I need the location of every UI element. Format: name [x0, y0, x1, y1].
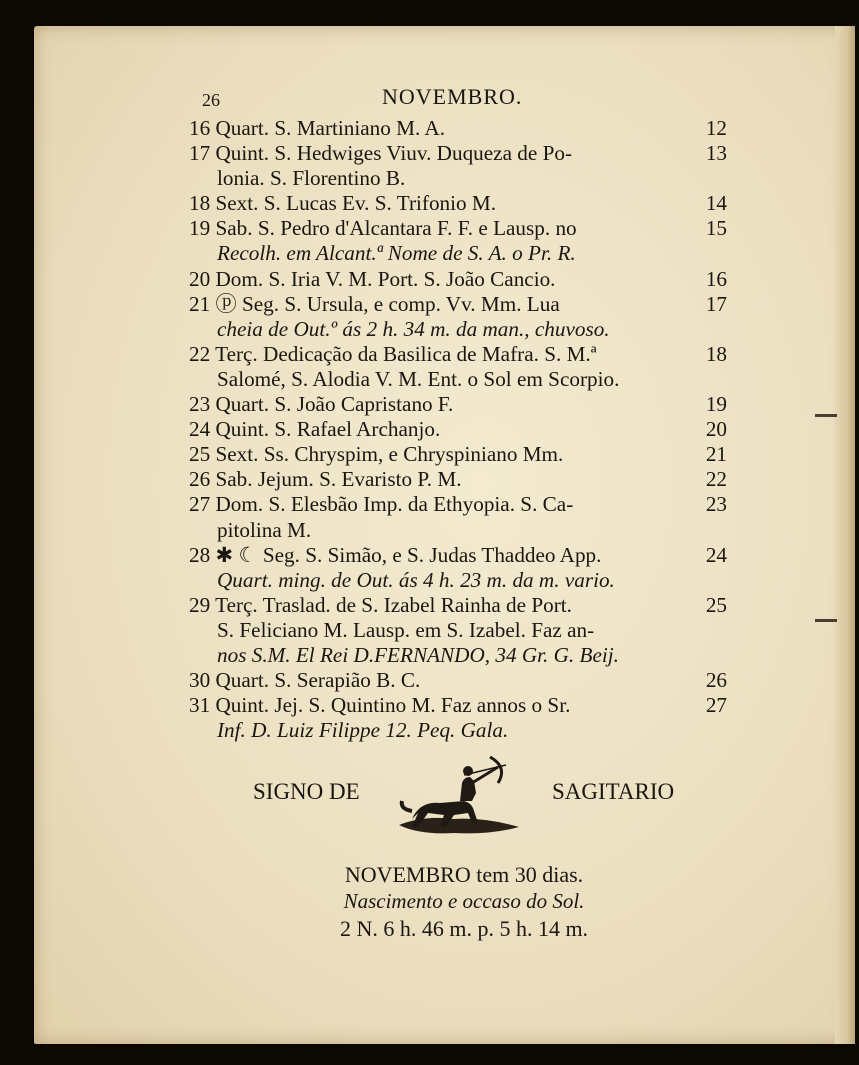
calendar-entries — [189, 116, 739, 743]
calendar-line: pitolina M. — [217, 517, 312, 542]
calendar-line: Recolh. em Alcant.ª Nome de S. A. o Pr. R. — [217, 241, 576, 266]
calendar-line: 25 Sext. Ss. Chryspim, e Chryspiniano Mm. 21 — [189, 442, 727, 467]
calendar-line: S. Feliciano M. Lausp. em S. Izabel. Faz an- — [217, 617, 595, 642]
margin-mark — [815, 619, 837, 622]
calendar-line: Quart. ming. de Out. ás 4 h. 23 m. da m. vario. — [217, 567, 615, 592]
calendar-line: 29 Terç. Traslad. de S. Izabel Rainha de Port. 25 — [189, 592, 727, 617]
margin-mark — [815, 414, 837, 417]
page-gutter — [835, 26, 855, 1044]
calendar-line: 28 ✱ ☾ Seg. S. Simão, e S. Judas Thaddeo App. 24 — [189, 542, 727, 567]
calendar-line: 23 Quart. S. João Capristano F. 19 — [189, 392, 727, 417]
calendar-line: 27 Dom. S. Elesbão Imp. da Ethyopia. S. Ca- 23 — [189, 492, 727, 517]
calendar-line: 24 Quint. S. Rafael Archanjo. 20 — [189, 417, 727, 442]
page-header — [189, 84, 739, 116]
month-summary — [189, 861, 739, 942]
calendar-line: 22 Terç. Dedicação da Basilica de Mafra. S. M.ª 18 — [189, 341, 727, 366]
calendar-line: 20 Dom. S. Iria V. M. Port. S. João Cancio. 16 — [189, 266, 727, 291]
month-days: NOVEMBRO tem 30 dias. — [344, 862, 584, 888]
calendar-line: 30 Quart. S. Serapião B. C. 26 — [189, 668, 727, 693]
calendar-line: 17 Quint. S. Hedwiges Viuv. Duqueza de Po- 13 — [189, 141, 727, 166]
sunrise-sunset-times: 2 N. 6 h. 46 m. p. 5 h. 14 m. — [339, 916, 589, 942]
sagittarius-centaur-icon — [394, 753, 524, 843]
calendar-line: 31 Quint. Jej. S. Quintino M. Faz annos o Sr. 27 — [189, 693, 727, 718]
calendar-line: lonia. S. Florentino B. — [217, 166, 406, 191]
zodiac-sign-block — [189, 761, 739, 851]
calendar-line: 19 Sab. S. Pedro d'Alcantara F. F. e Lausp. no 15 — [189, 216, 727, 241]
calendar-line: Inf. D. Luiz Filippe 12. Peq. Gala. — [217, 718, 509, 743]
calendar-line: Salomé, S. Alodia V. M. Ent. o Sol em Scorpio. — [217, 366, 620, 391]
calendar-line: cheia de Out.º ás 2 h. 34 m. da man., chuvoso. — [217, 316, 610, 341]
calendar-line: 21 ⓟ Seg. S. Ursula, e comp. Vv. Mm. Lua 17 — [189, 291, 727, 316]
sign-label-right: SAGITARIO — [552, 779, 675, 805]
month-title: NOVEMBRO. — [382, 84, 523, 109]
sign-label-left: SIGNO DE — [253, 779, 360, 805]
calendar-line: 16 Quart. S. Martiniano M. A. 12 — [189, 116, 727, 140]
calendar-line: nos S.M. El Rei D.FERNANDO, 34 Gr. G. Beij. — [217, 642, 619, 667]
calendar-line: 26 Sab. Jejum. S. Evaristo P. M. 22 — [189, 467, 727, 492]
page-text — [189, 84, 739, 942]
sunrise-sunset-title: Nascimento e occaso do Sol. — [343, 889, 585, 914]
calendar-line: 18 Sext. S. Lucas Ev. S. Trifonio M. 14 — [189, 191, 727, 216]
page-number: 26 — [202, 90, 220, 110]
